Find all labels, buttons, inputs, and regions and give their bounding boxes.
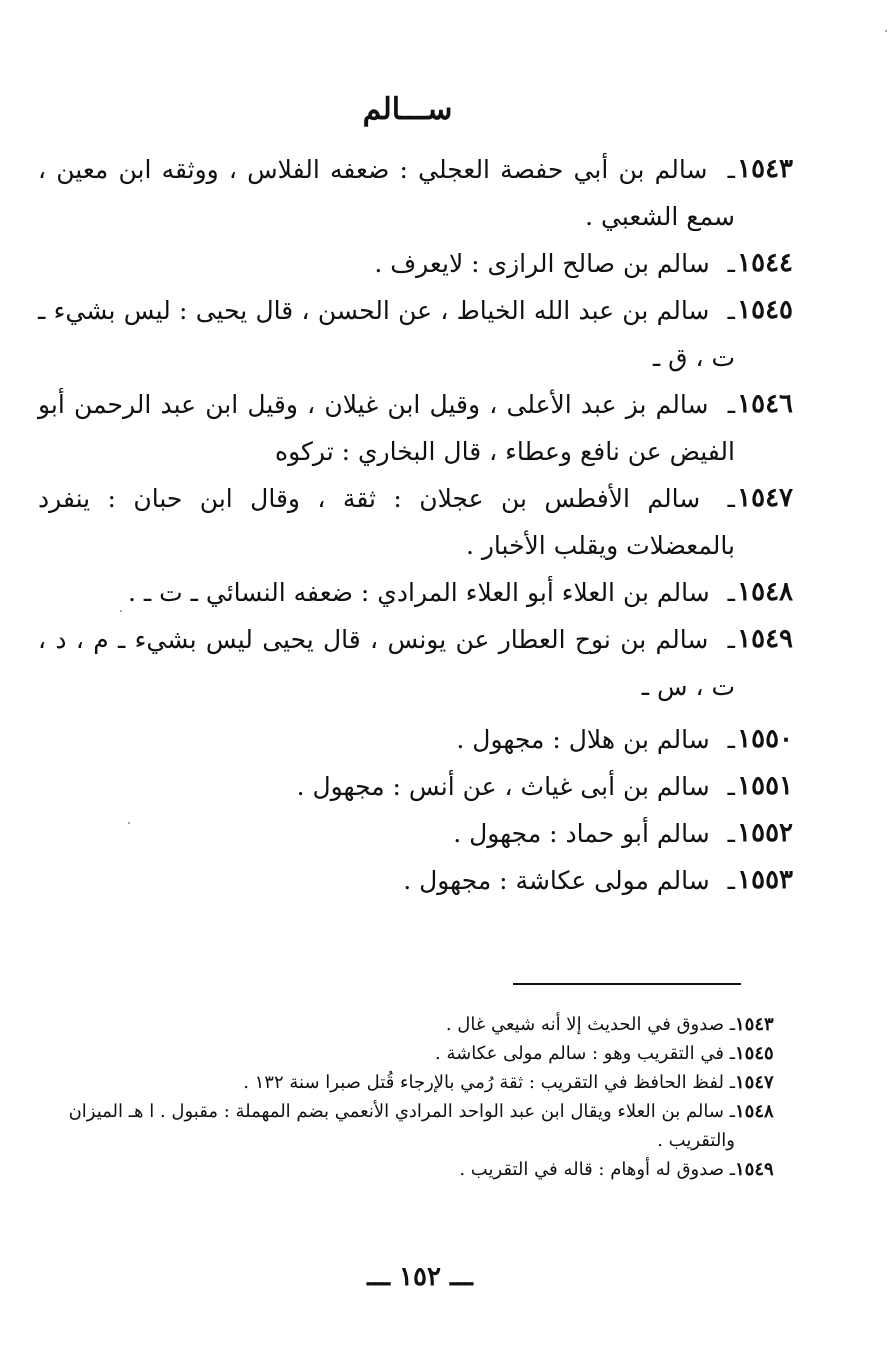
- entry-dash: ـ: [727, 249, 735, 278]
- entry-number: ١٥٥٢: [737, 818, 793, 848]
- entry-number: ١٥٥١: [737, 771, 793, 801]
- entry-dash: ـ: [727, 155, 735, 184]
- entry-text: سالم بن هلال : مجهول .: [456, 725, 710, 754]
- entry-number: ١٥٥٠: [737, 724, 793, 754]
- footnote-text: في التقريب وهو : سالم مولى عكاشة .: [435, 1043, 724, 1064]
- footnote-dash: ـ: [729, 1072, 735, 1093]
- footnote-1547: [38, 1068, 774, 1097]
- footnote-dash: ـ: [729, 1043, 735, 1064]
- entry-text: سالم الأفطس بن عجلان : ثقة ، وقال ابن حبان : ينفرد بالمعضلات ويقلب الأخبار .: [38, 484, 735, 560]
- footnote-number: ١٥٤٩: [735, 1159, 774, 1180]
- footnote-text: لفظ الحافظ في التقريب : ثقة رُمي بالإرجاء قُتل صبرا سنة ١٣٢ .: [243, 1072, 724, 1093]
- entry-text: سالم بز عبد الأعلى ، وقيل ابن غيلان ، وقيل ابن عبد الرحمن أبو الفيض عن نافع وعطاء ، قال البخاري : تركوه: [38, 390, 735, 466]
- running-header: ســـالم: [362, 92, 453, 127]
- footnote-text: سالم بن العلاء ويقال ابن عبد الواحد المرادي الأنعمي بضم المهملة : مقبول . ا هـ الميزان والتقريب .: [68, 1101, 735, 1151]
- entry-number: ١٥٤٣: [737, 154, 793, 184]
- entry-text: سالم بن عبد الله الخياط ، عن الحسن ، قال يحيى : ليس بشيء ـ ت ، ق ـ: [38, 296, 735, 372]
- entry-dash: ـ: [727, 484, 735, 513]
- footnote-1543: [38, 1010, 774, 1039]
- entry-text: سالم بن أبي حفصة العجلي : ضعفه الفلاس ، ووثقه ابن معين ، سمع الشعبي .: [38, 155, 735, 231]
- entry-number: ١٥٤٦: [737, 389, 793, 419]
- entry-text: سالم بن العلاء أبو العلاء المرادي : ضعفه النسائي ـ ت ـ .: [127, 578, 710, 607]
- entry-dash: ـ: [727, 296, 735, 325]
- entry-number: ١٥٤٩: [737, 624, 793, 654]
- entry-dash: ـ: [727, 625, 735, 654]
- entry-1552: [38, 810, 793, 857]
- entry-text: سالم أبو حماد : مجهول .: [453, 819, 710, 848]
- entry-number: ١٥٥٣: [737, 865, 793, 895]
- entry-text: سالم بن صالح الرازى : لايعرف .: [374, 249, 710, 278]
- entry-number: ١٥٤٨: [737, 577, 793, 607]
- entry-1545: [38, 287, 793, 381]
- entry-number: ١٥٤٧: [737, 483, 793, 513]
- entry-dash: ـ: [727, 772, 735, 801]
- entry-1546: [38, 381, 793, 475]
- footnote-number: ١٥٤٨: [735, 1101, 774, 1122]
- footnote-number: ١٥٤٣: [735, 1014, 774, 1035]
- entry-1543: [38, 146, 793, 240]
- entry-1553: [38, 857, 793, 904]
- paper-speck: [120, 610, 122, 612]
- entry-1544: [38, 240, 793, 287]
- footnote-dash: ـ: [729, 1159, 735, 1180]
- entry-1550: [38, 716, 793, 763]
- footnote-dash: ـ: [729, 1014, 735, 1035]
- footnote-text: صدوق في الحديث إلا أنه شيعي غال .: [445, 1014, 724, 1035]
- footnote-text: صدوق له أوهام : قاله في التقريب .: [459, 1159, 724, 1180]
- entry-text: سالم بن نوح العطار عن يونس ، قال يحيى ليس بشيء ـ م ، د ، ت ، س ـ: [38, 625, 735, 701]
- entry-dash: ـ: [727, 866, 735, 895]
- entry-1548: [38, 569, 793, 616]
- footnote-1548: [38, 1097, 774, 1155]
- footnotes-list: [68, 1010, 774, 1184]
- footnote-number: ١٥٤٧: [735, 1072, 774, 1093]
- page-number: ـــ ١٥٢ ـــ: [367, 1262, 473, 1292]
- entry-dash: ـ: [727, 725, 735, 754]
- footnote-separator-line: [513, 983, 741, 985]
- entry-dash: ـ: [727, 390, 736, 419]
- entry-dash: ـ: [727, 578, 735, 607]
- entry-text: سالم مولى عكاشة : مجهول .: [403, 866, 710, 895]
- footnote-dash: ـ: [729, 1101, 735, 1122]
- entry-number: ١٥٤٤: [737, 248, 793, 278]
- paper-speck: [885, 30, 887, 32]
- paper-speck: [128, 822, 130, 824]
- entry-number: ١٥٤٥: [737, 295, 793, 325]
- footnote-1545: [38, 1039, 774, 1068]
- entry-1551: [38, 763, 793, 810]
- entries-list: [38, 146, 793, 904]
- entry-1549: [38, 616, 793, 710]
- entry-text: سالم بن أبى غياث ، عن أنس : مجهول .: [296, 772, 710, 801]
- entry-1547: [38, 475, 793, 569]
- footnote-1549: [38, 1155, 774, 1184]
- entry-dash: ـ: [727, 819, 735, 848]
- footnote-number: ١٥٤٥: [735, 1043, 774, 1064]
